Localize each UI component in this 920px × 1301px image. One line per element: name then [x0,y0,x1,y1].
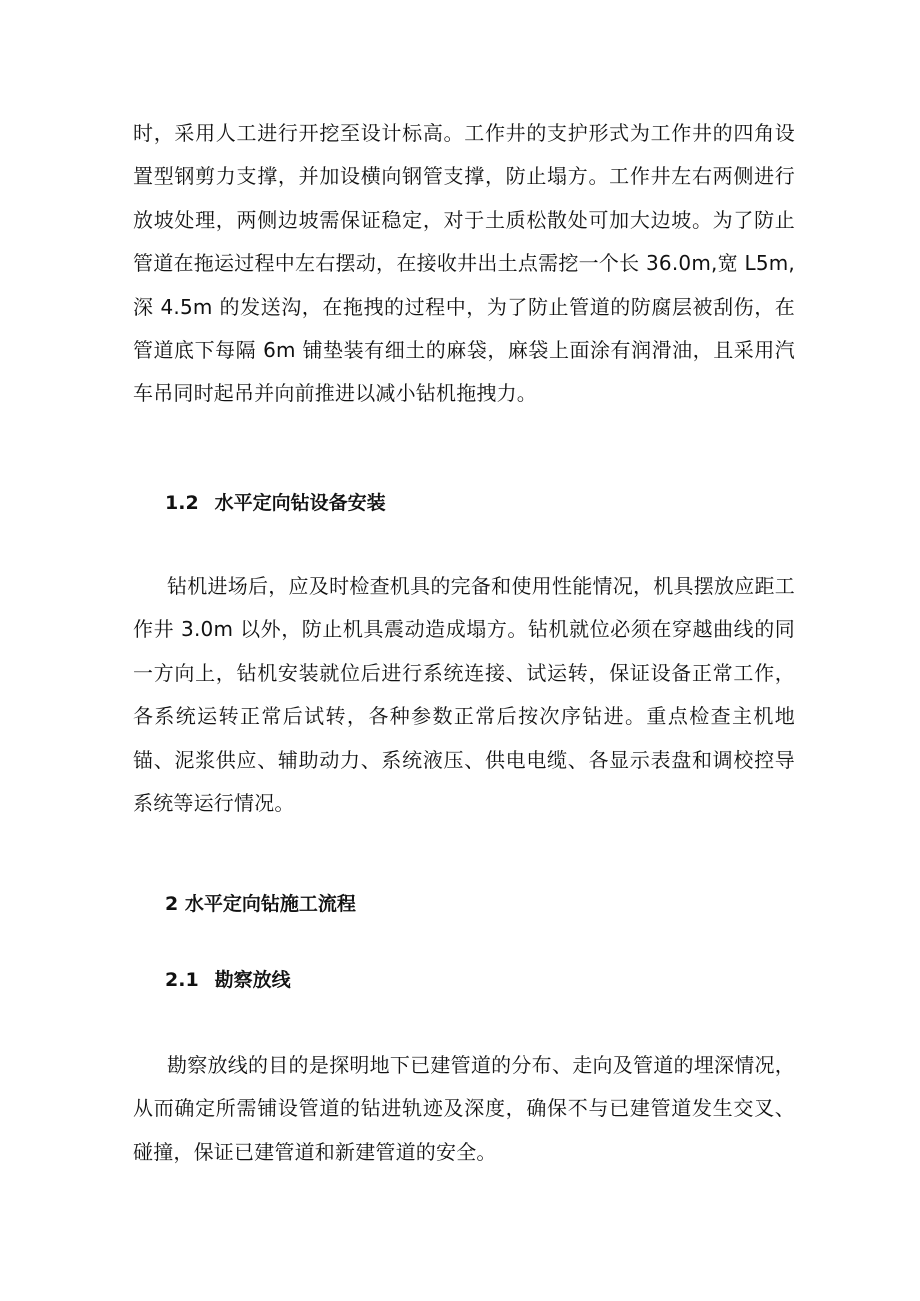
section-title-2-1: 勘察放线 [214,969,291,991]
paragraph-excavation-and-support: 时，采用人工进行开挖至设计标高。工作井的支护形式为工作井的四角设置型钢剪力支撑，并加设横向钢管支撑，防止塌方。工作井左右两侧进行放坡处理，两侧边坡需保证稳定，对于土质松散处可加大边坡。为了防止管道在拖运过程中左右摆动，在接收井出土点需挖一个长 36.0m,宽 L5m,深 4.5m 的发送沟，在拖拽的过程中，为了防止管道的防腐层被刮伤，在管道底下每隔 6m 铺垫装有细土的麻袋，麻袋上面涂有润滑油，且采用汽车吊同时起吊并向前推进以减小钻机拖拽力。 [133,121,795,406]
section-heading-2-1 [165,967,291,993]
section-number-2-1: 2.1 [165,969,199,991]
section-title-1-2: 水平定向钻设备安装 [214,492,386,514]
section-number-1-2: 1.2 [165,492,199,514]
paragraph-equipment-installation: 钻机进场后，应及时检查机具的完备和使用性能情况，机具摆放应距工作井 3.0m 以外，防止机具震动造成塌方。钻机就位必须在穿越曲线的同一方向上，钻机安装就位后进行系统连接、试运转，保证设备正常工作，各系统运转正常后试转，各种参数正常后按次序钻进。重点检查主机地锚、泥浆供应、辅助动力、系统液压、供电电缆、各显示表盘和调校控导系统等运行情况。 [133,574,795,816]
section-heading-2: 2 水平定向钻施工流程 [165,893,356,915]
paragraph-survey-layout: 勘察放线的目的是探明地下已建管道的分布、走向及管道的埋深情况，从而确定所需铺设管道的钻进轨迹及深度，确保不与已建管道发生交叉、碰撞，保证已建管道和新建管道的安全。 [133,1053,795,1164]
section-heading-1-2 [165,490,386,516]
